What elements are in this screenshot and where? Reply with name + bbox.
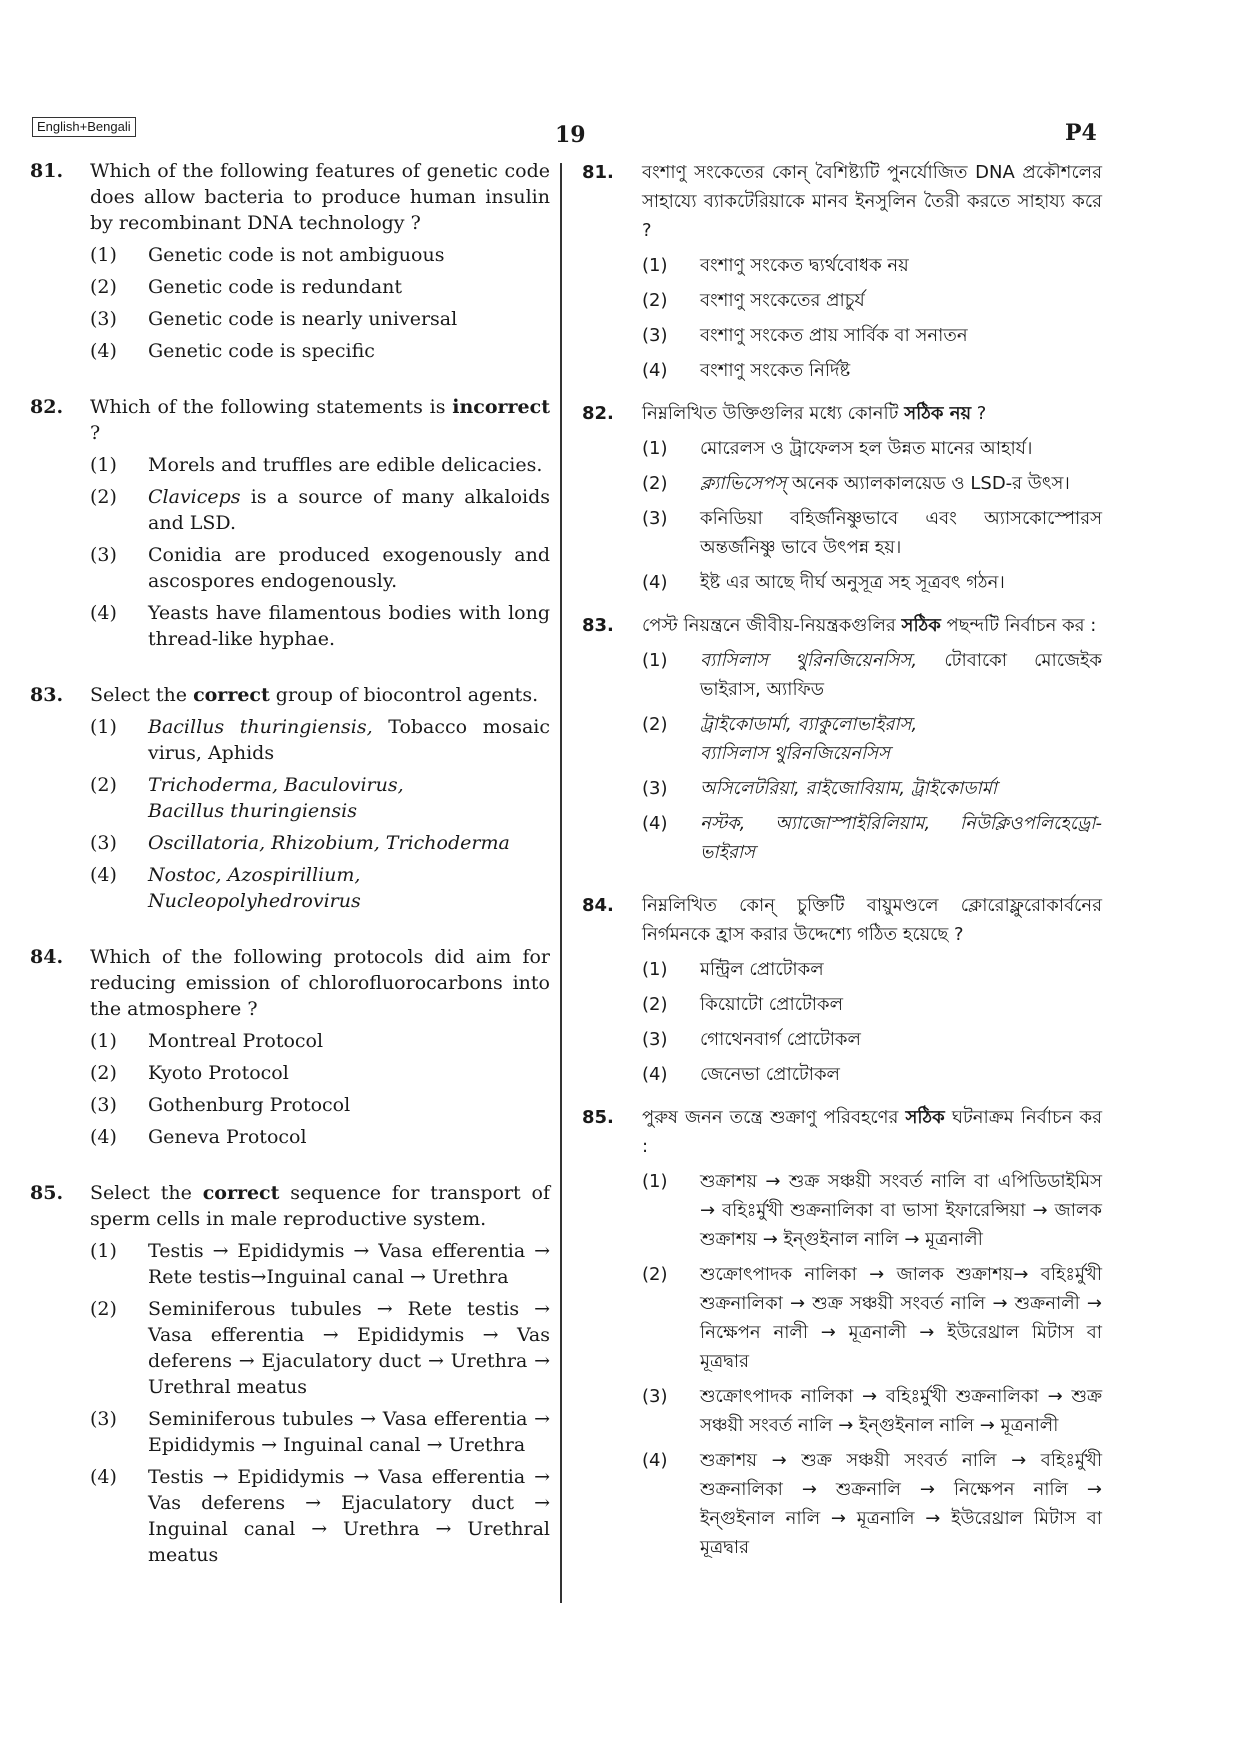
- option: [642, 251, 1102, 280]
- option-number: (2): [642, 1264, 668, 1285]
- option: [642, 990, 1102, 1019]
- question-85-en: [30, 1180, 550, 1568]
- question-83-bn: [582, 611, 1102, 867]
- option: [90, 1238, 550, 1290]
- option-number: (2): [642, 290, 668, 311]
- option-number: (1): [90, 716, 117, 738]
- option-italic: Bacillus thuringiensis,: [148, 716, 373, 738]
- option-number: (4): [642, 1064, 668, 1085]
- question-text: [642, 399, 1102, 428]
- option-number: (3): [90, 308, 117, 330]
- option: [90, 1060, 550, 1086]
- question-82-en: [30, 394, 550, 652]
- question-text-part: ?: [90, 422, 101, 444]
- question-number: 84.: [582, 895, 614, 916]
- question-text-part: পুরুষ জনন তন্ত্রে শুক্রাণু পরিবহণের: [642, 1107, 906, 1128]
- option: [90, 600, 550, 652]
- option: [642, 434, 1102, 463]
- question-81-bn: [582, 158, 1102, 385]
- question-number: 83.: [582, 615, 614, 636]
- option-number: (3): [90, 1408, 117, 1430]
- option: [642, 1446, 1102, 1562]
- question-number: 83.: [30, 684, 64, 706]
- option-text: কিয়োটো প্রোটোকল: [700, 994, 844, 1015]
- option: [642, 809, 1102, 867]
- option: [642, 646, 1102, 704]
- option-number: (3): [642, 1386, 668, 1407]
- question-text: Which of the following features of genetic code does allow bacteria to produce human insulin by recombinant DNA technology ?: [90, 160, 550, 234]
- option-italic: ব্যাসিলাস থুরিনজিয়েনসিস: [700, 743, 890, 764]
- option-number: (4): [642, 813, 668, 834]
- page-number: 19: [555, 122, 586, 148]
- question-number: 82.: [582, 403, 614, 424]
- option-text: Geneva Protocol: [148, 1126, 307, 1148]
- set-code: P4: [1065, 120, 1097, 146]
- question-text-part: ঘটনাক্রম নির্বাচন কর :: [642, 1107, 1102, 1157]
- option: [642, 710, 1102, 768]
- option-italic: ট্রাইকোডার্মা, ব্যাকুলোভাইরাস,: [700, 714, 918, 735]
- option: [90, 862, 550, 914]
- option-text: Testis → Epididymis → Vasa efferentia → Vas deferens → Ejaculatory duct → Inguinal canal → Urethra → Urethral meatus: [148, 1466, 550, 1566]
- option: [642, 774, 1102, 803]
- option-number: (2): [642, 473, 668, 494]
- option-number: (1): [642, 255, 668, 276]
- column-divider: [560, 163, 562, 1603]
- option-text: কনিডিয়া বহির্জনিষ্ণুভাবে এবং অ্যাসকোস্পোরস অন্তর্জনিষ্ণু ভাবে উৎপন্ন হয়।: [700, 508, 1102, 558]
- question-81-en: [30, 158, 550, 364]
- option-text: শুক্রাশয় → শুক্র সঞ্চয়ী সংবর্ত নালি বা এপিডিডাইমিস → বহিঃর্মুখী শুক্রনালিকা বা ভাসা ইফারেন্সিয়া → জালক শুক্রাশয় → ইন্‌গুইনাল নালি → মূত্রনালী: [700, 1171, 1102, 1250]
- question-emphasis: incorrect: [452, 396, 550, 418]
- question-text: নিম্নলিখিত কোন্ চুক্তিটি বায়ুমণ্ডলে ক্লোরোফ্লুরোকার্বনের নির্গমনকে হ্রাস করার উদ্দেশ্যে গঠিত হয়েছে ?: [642, 895, 1102, 945]
- question-text: [90, 394, 550, 446]
- option: [90, 772, 550, 824]
- option-number: (2): [90, 774, 117, 796]
- option: [642, 1260, 1102, 1376]
- option: [90, 542, 550, 594]
- question-text: [90, 1180, 550, 1232]
- option-text: নস্টক, অ্যাজোস্পাইরিলিয়াম, নিউক্লিওপলিহেড্রো-ভাইরাস: [700, 813, 1102, 863]
- option: [642, 1060, 1102, 1089]
- option-number: (4): [642, 1450, 668, 1471]
- option-text: Genetic code is nearly universal: [148, 308, 458, 330]
- option-number: (2): [642, 994, 668, 1015]
- option-text-part: Tobacco mosaic virus, Aphids: [148, 716, 550, 764]
- option: [90, 1124, 550, 1150]
- option: [90, 714, 550, 766]
- question-text-part: নিম্নলিখিত উক্তিগুলির মধ্যে কোনটি: [642, 403, 905, 424]
- option: [90, 306, 550, 332]
- option: [90, 274, 550, 300]
- option-text: Seminiferous tubules → Vasa efferentia → Epididymis → Inguinal canal → Urethra: [148, 1408, 550, 1456]
- question-text-part: group of biocontrol agents.: [269, 684, 539, 706]
- question-text-part: Which of the following statements is: [90, 396, 453, 418]
- option-text: Genetic code is specific: [148, 340, 375, 362]
- option-number: (3): [90, 544, 117, 566]
- question-text: [642, 1103, 1102, 1161]
- option: [90, 830, 550, 856]
- question-83-en: [30, 682, 550, 914]
- option-number: (4): [90, 1126, 117, 1148]
- option-text: শুক্রাশয় → শুক্র সঞ্চয়ী সংবর্ত নালি → বহিঃর্মুখী শুক্রনালিকা → শুক্রনালি → নিক্ষেপন নালি → ইন্‌গুইনাল নালি → মূত্রনালি → ইউরেথ্রাল মিটাস বা মূত্রদ্বার: [700, 1450, 1102, 1558]
- question-emphasis: সঠিক: [901, 615, 941, 636]
- option-number: (4): [642, 360, 668, 381]
- option-number: (2): [642, 714, 668, 735]
- question-emphasis: সঠিক নয়: [904, 403, 972, 424]
- option-number: (1): [90, 1030, 117, 1052]
- option-number: (3): [90, 1094, 117, 1116]
- question-text-part: ?: [971, 403, 987, 424]
- option-text: অসিলেটরিয়া, রাইজোবিয়াম, ট্রাইকোডার্মা: [700, 778, 997, 799]
- question-emphasis: সঠিক: [905, 1107, 945, 1128]
- option-number: (4): [90, 1466, 117, 1488]
- option: [642, 1025, 1102, 1054]
- option-number: (1): [642, 1171, 668, 1192]
- option: [90, 1092, 550, 1118]
- option: [90, 1464, 550, 1568]
- option: [90, 242, 550, 268]
- option-text-part: টোবাকো মোজেইক ভাইরাস, অ্যাফিড: [700, 650, 1102, 700]
- question-82-bn: [582, 399, 1102, 597]
- option-text: বংশাণু সংকেত নির্দিষ্ট: [700, 360, 851, 381]
- option: [642, 1167, 1102, 1254]
- option-text: Testis → Epididymis → Vasa efferentia → Rete testis→Inguinal canal → Urethra: [148, 1240, 550, 1288]
- option: [642, 1382, 1102, 1440]
- option-number: (4): [90, 864, 117, 886]
- option-text: জেনেভা প্রোটোকল: [700, 1064, 840, 1085]
- question-number: 85.: [30, 1182, 64, 1204]
- option-text: [148, 862, 550, 914]
- option-number: (1): [642, 959, 668, 980]
- option-text: [148, 714, 550, 766]
- language-tag: English+Bengali: [32, 117, 136, 137]
- option-number: (3): [642, 778, 668, 799]
- option: [642, 504, 1102, 562]
- question-text-part: পছন্দটি নির্বাচন কর :: [940, 615, 1097, 636]
- option-number: (2): [90, 486, 117, 508]
- option: [90, 338, 550, 364]
- question-number: 84.: [30, 946, 64, 968]
- question-number: 85.: [582, 1107, 614, 1128]
- option-number: (1): [90, 244, 117, 266]
- option-number: (3): [90, 832, 117, 854]
- option-number: (1): [642, 650, 668, 671]
- option: [90, 1406, 550, 1458]
- option: [642, 286, 1102, 315]
- option-italic: Claviceps: [148, 486, 241, 508]
- option-italic: Nucleopolyhedrovirus: [148, 890, 361, 912]
- option: [642, 955, 1102, 984]
- option-text: বংশাণু সংকেত দ্ব্যর্থবোধক নয়: [700, 255, 909, 276]
- option-text: বংশাণু সংকেত প্রায় সার্বিক বা সনাতন: [700, 325, 968, 346]
- option-number: (1): [90, 454, 117, 476]
- english-column: [30, 158, 550, 1568]
- question-84-en: [30, 944, 550, 1150]
- option-number: (3): [642, 1029, 668, 1050]
- question-emphasis: correct: [193, 684, 270, 706]
- option-text: Conidia are produced exogenously and ascospores endogenously.: [148, 544, 550, 592]
- option: [642, 469, 1102, 498]
- option-text: গোথেনবার্গ প্রোটোকল: [700, 1029, 861, 1050]
- question-text-part: sequence for transport of sperm cells in male reproductive system.: [90, 1182, 550, 1230]
- option-italic: Bacillus thuringiensis: [148, 800, 357, 822]
- option-number: (4): [90, 602, 117, 624]
- option-text: Seminiferous tubules → Rete testis → Vasa efferentia → Epididymis → Vas deferens → Ejaculatory duct → Urethra → Urethral meatus: [148, 1298, 550, 1398]
- option-text: Genetic code is not ambiguous: [148, 244, 445, 266]
- option-text: [700, 710, 1102, 768]
- option-text: [148, 772, 550, 824]
- option-number: (3): [642, 325, 668, 346]
- option-number: (4): [90, 340, 117, 362]
- option-number: (2): [90, 276, 117, 298]
- option-number: (3): [642, 508, 668, 529]
- option-text: মোরেলস ও ট্রাফেলস হল উন্নত মানের আহার্য।: [700, 438, 1033, 459]
- question-text: [90, 682, 550, 708]
- option-italic: ক্ল্যাভিসেপস্: [700, 473, 787, 494]
- option-number: (1): [642, 438, 668, 459]
- option: [642, 568, 1102, 597]
- question-85-bn: [582, 1103, 1102, 1562]
- question-text: [642, 611, 1102, 640]
- question-text: বংশাণু সংকেতের কোন্ বৈশিষ্ট্যটি পুনর্যোজিত DNA প্রকৌশলের সাহায্যে ব্যাকটেরিয়াকে মানব ইনসুলিন তৈরী করতে সাহায্য করে ?: [642, 162, 1102, 241]
- question-text-part: Select the: [90, 684, 194, 706]
- option-text: মন্ট্রিল প্রোটোকল: [700, 959, 824, 980]
- option-italic: ব্যাসিলাস থুরিনজিয়েনসিস,: [700, 650, 918, 671]
- option-text: [148, 484, 550, 536]
- option: [642, 321, 1102, 350]
- option-text: Montreal Protocol: [148, 1030, 324, 1052]
- option: [90, 452, 550, 478]
- option-text: Genetic code is redundant: [148, 276, 403, 298]
- question-number: 82.: [30, 396, 64, 418]
- option-text: শুক্রোৎপাদক নালিকা → বহিঃর্মুখী শুক্রনালিকা → শুক্র সঞ্চয়ী সংবর্ত নালি → ইন্‌গুইনাল নালি → মূত্রনালী: [700, 1386, 1102, 1436]
- option-text: Morels and truffles are edible delicacies.: [148, 454, 543, 476]
- option: [90, 1296, 550, 1400]
- option-text: Oscillatoria, Rhizobium, Trichoderma: [148, 832, 510, 854]
- question-number: 81.: [30, 160, 64, 182]
- option-number: (2): [90, 1298, 117, 1320]
- option-text: Yeasts have filamentous bodies with long thread-like hyphae.: [148, 602, 550, 650]
- question-text-part: Select the: [90, 1182, 203, 1204]
- option-italic: Nostoc, Azospirillium,: [148, 864, 361, 886]
- option: [90, 1028, 550, 1054]
- option-text: বংশাণু সংকেতের প্রাচুর্য: [700, 290, 865, 311]
- option-text: [700, 646, 1102, 704]
- option-text: Gothenburg Protocol: [148, 1094, 351, 1116]
- option-text-part: অনেক অ্যালকালয়েড ও LSD-র উৎস।: [786, 473, 1070, 494]
- option-text: শুক্রোৎপাদক নালিকা → জালক শুক্রাশয়→ বহিঃর্মুখী শুক্রনালিকা → শুক্র সঞ্চয়ী সংবর্ত নালি → শুক্রনালী → নিক্ষেপন নালী → মূত্রনালী → ইউরেথ্রাল মিটাস বা মূত্রদ্বার: [700, 1264, 1102, 1372]
- option: [642, 356, 1102, 385]
- question-emphasis: correct: [202, 1182, 280, 1204]
- question-84-bn: [582, 891, 1102, 1089]
- option-text-part: is a source of many alkaloids and LSD.: [148, 486, 550, 534]
- question-text: Which of the following protocols did aim for reducing emission of chlorofluorocarbons into the atmosphere ?: [90, 946, 550, 1020]
- option: [90, 484, 550, 536]
- question-number: 81.: [582, 162, 614, 183]
- option-number: (2): [90, 1062, 117, 1084]
- option-italic: Trichoderma, Baculovirus,: [148, 774, 404, 796]
- option-text: Kyoto Protocol: [148, 1062, 289, 1084]
- bengali-column: [582, 158, 1102, 1562]
- option-number: (1): [90, 1240, 117, 1262]
- option-text: [700, 469, 1102, 498]
- option-text: ইষ্ট এর আছে দীর্ঘ অনুসূত্র সহ সূত্রবৎ গঠন।: [700, 572, 1005, 593]
- question-text-part: পেস্ট নিয়ন্ত্রনে জীবীয়-নিয়ন্ত্রকগুলির: [642, 615, 902, 636]
- option-number: (4): [642, 572, 668, 593]
